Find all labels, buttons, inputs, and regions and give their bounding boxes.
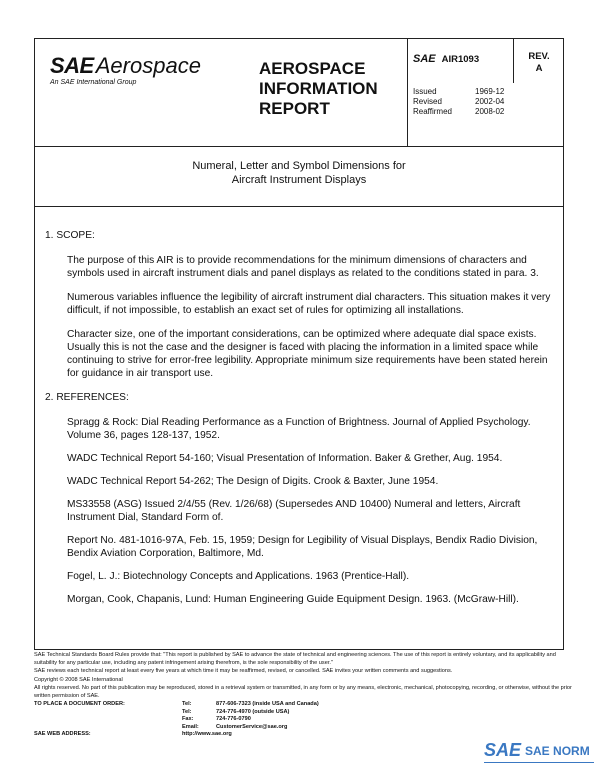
revision-box: REV. A: [528, 51, 550, 74]
reference-item: MS33558 (ASG) Issued 2/4/55 (Rev. 1/26/68) (Supersedes AND 10400) Numeral and letters, Aircraft Instrument Dial, Standard Form of.: [67, 499, 521, 523]
order-contacts: TO PLACE A DOCUMENT ORDER: Tel: 877-606-7323 (inside USA and Canada) Tel: 724-776-4970 (outside USA) Fax: 724-776-0790 Email: CustomerService@sae.org: [34, 701, 319, 730]
reference-item: Fogel, L. J.: Biotechnology Concepts and Applications. 1963 (Prentice-Hall).: [67, 571, 410, 582]
document-number: SAE AIR1093: [413, 53, 480, 65]
document-title: Numeral, Letter and Symbol Dimensions for Aircraft Instrument Displays: [192, 160, 406, 186]
scope-paragraph: The purpose of this AIR is to provide recommendations for the minimum dimensions of characters and symbols used in aircraft instrument dials and panel displays as related to the conditions stated in para. 3.: [67, 255, 539, 279]
header-block: [35, 39, 563, 147]
reference-item: Spragg & Rock: Dial Reading Performance as a Function of Brightness. Journal of Applied Psychology. Volume 36, pages 128-137, 1952.: [67, 417, 531, 441]
reference-item: WADC Technical Report 54-262; The Design of Digits. Crook & Baxter, June 1954.: [67, 476, 439, 487]
date-table: Issued 1969-12 Revised 2002-04 Reaffirmed 2008-02: [413, 87, 505, 116]
document-body: [45, 229, 557, 616]
header-divider: [407, 39, 408, 146]
sae-norm-stamp: SAE SAE NORM: [484, 740, 590, 761]
title-rule: [35, 206, 563, 207]
rev-divider: [513, 39, 514, 83]
sae-aerospace-logo: SAEAerospace An SAE International Group: [50, 53, 201, 86]
legal-footer: SAE Technical Standards Board Rules provide that: "This report is published by SAE to advance the state of technical and engineering sciences. The use of this report is entirely voluntary, and its applicability and suitability for any particular use, including any patent infringement arising therefrom, is the sole responsibility of the user." SAE reviews each technical report at least every five years at which time it may be reaffirmed, revised, or cancelled. SAE invites your written comments and suggestions. Copyright © 2008 SAE International All rights reserved. No part of this publication may be reproduced, stored in a retrieval system or transmitted, in any form or by any means, electronic, mechanical, photocopying, recording, or otherwise, without the prior written permission of SAE. TO PLACE A DOCUMENT ORDER: Tel: 877-606-7323 (inside USA and Canada) Tel: 724-776-4970 (outside USA) Fax: 724-776-0790 Email: CustomerService@sae.org SAE WEB ADDRESS: http://www.sae.org: [34, 652, 574, 739]
scope-paragraph: Numerous variables influence the legibility of aircraft instrument dial characters. This situation makes it very difficult, if not impossible, to establish an exact set of rules for optimizing all installations.: [67, 292, 551, 316]
reference-item: Morgan, Cook, Chapanis, Lund: Human Engineering Guide Equipment Design. 1963. (McGraw-Hill).: [67, 594, 519, 605]
web-address-link[interactable]: http://www.sae.org: [182, 731, 232, 737]
document-frame: [34, 38, 564, 650]
references-heading: 2. REFERENCES:: [45, 392, 129, 403]
scope-paragraph: Character size, one of the important considerations, can be optimized where adequate dial space exists. Usually this is not the case and the designer is faced with placing the information in a limited space while continuing to strive for error-free legibility. Appropriate minimum size requirements have been stated herein for guidance in air transport use.: [67, 329, 548, 379]
scope-heading: 1. SCOPE:: [45, 230, 95, 241]
report-type-title: AEROSPACE INFORMATION REPORT: [259, 59, 378, 118]
reference-item: Report No. 481-1016-97A, Feb. 15, 1959; Design for Legibility of Visual Displays, Bendix Radio Division, Bendix Aviation Corporation, Baltimore, Md.: [67, 535, 538, 559]
web-address: SAE WEB ADDRESS: http://www.sae.org: [34, 731, 232, 737]
reference-item: WADC Technical Report 54-160; Visual Presentation of Information. Baker & Grether, Aug. 1954.: [67, 453, 503, 464]
